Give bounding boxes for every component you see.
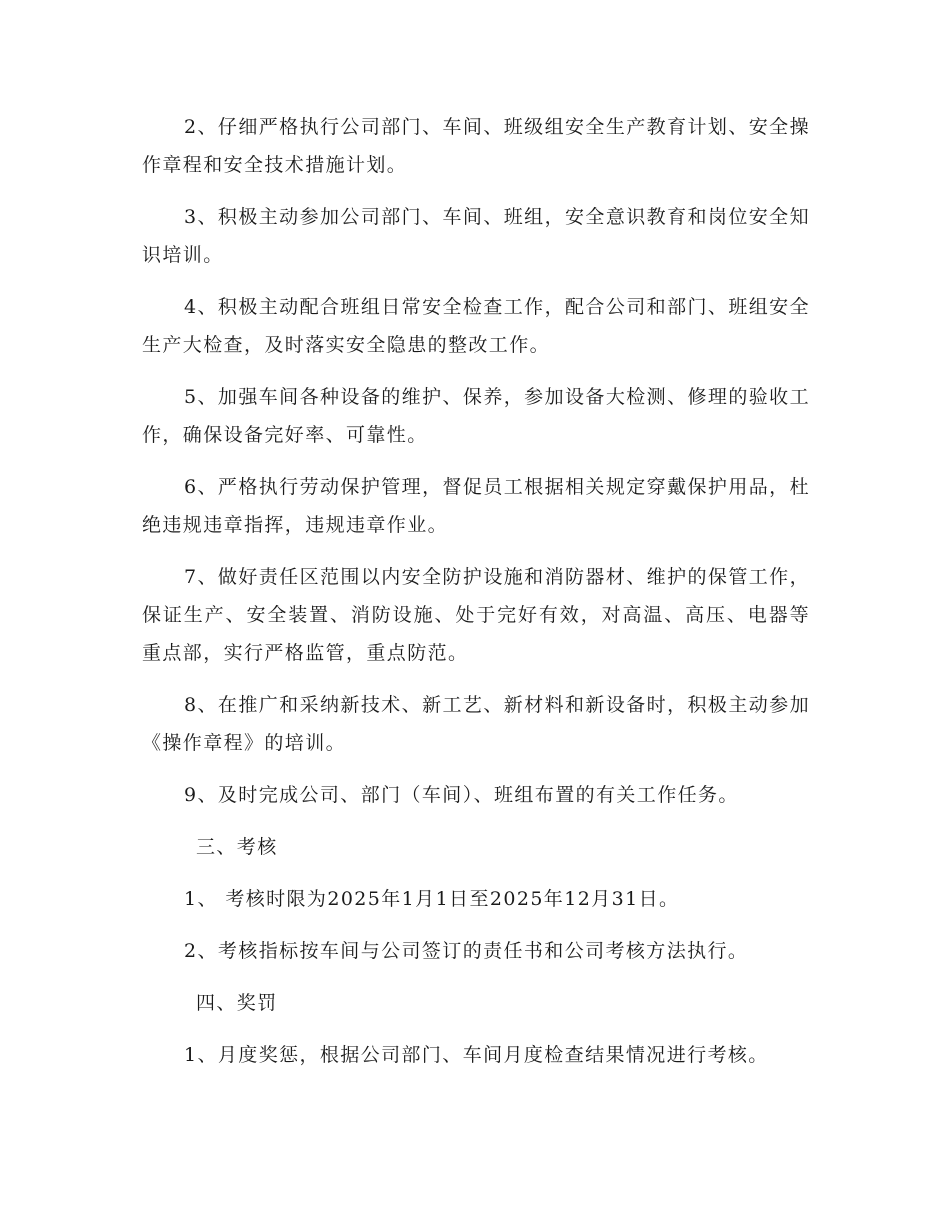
list-item: 1、月度奖惩，根据公司部门、车间月度检查结果情况进行考核。 [184,1044,769,1066]
document-body [142,108,810,1088]
list-item: 4、积极主动配合班组日常安全检查工作，配合公司和部门、班组安全生产大检查，及时落实安全隐患的整改工作。 [142,296,810,356]
list-item: 9、及时完成公司、部门（车间）、班组布置的有关工作任务。 [184,784,739,806]
section-heading-rewards: 四、奖罚 [196,992,278,1014]
list-item: 7、做好责任区范围以内安全防护设施和消防器材、维护的保管工作，保证生产、安全装置、消防设施、处于完好有效，对高温、高压、电器等重点部，实行严格监管，重点防范。 [142,566,810,664]
list-item: 2、仔细严格执行公司部门、车间、班级组安全生产教育计划、安全操作章程和安全技术措施计划。 [142,116,810,176]
list-item: 6、严格执行劳动保护管理，督促员工根据相关规定穿戴保护用品，杜绝违规违章指挥，违规违章作业。 [142,476,810,536]
list-item: 3、积极主动参加公司部门、车间、班组，安全意识教育和岗位安全知识培训。 [142,206,810,266]
list-item: 1、 考核时限为2025年1月1日至2025年12月31日。 [184,888,680,910]
list-item: 5、加强车间各种设备的维护、保养，参加设备大检测、修理的验收工作，确保设备完好率、可靠性。 [142,386,810,446]
list-item: 2、考核指标按车间与公司签订的责任书和公司考核方法执行。 [184,940,749,962]
section-heading-assessment: 三、考核 [196,836,278,858]
list-item: 8、在推广和采纳新技术、新工艺、新材料和新设备时，积极主动参加《操作章程》的培训。 [142,694,810,754]
